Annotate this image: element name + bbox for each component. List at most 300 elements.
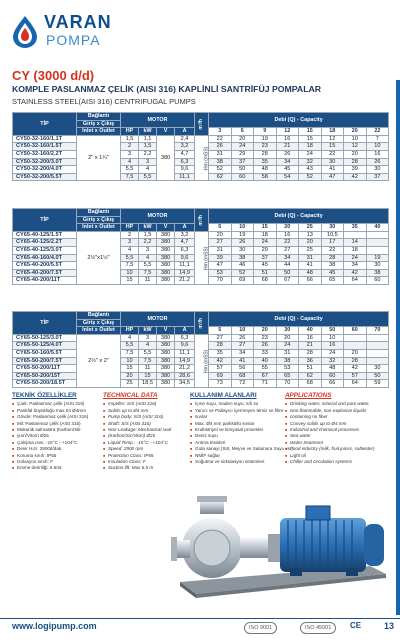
footer-line: [0, 618, 400, 619]
teknik-title: TEKNİK ÖZELLİKLER: [12, 392, 77, 399]
amp-value: 11,1: [175, 262, 195, 270]
model-name: CY65-50-200/15T: [13, 372, 77, 380]
side-accent-bar: [396, 80, 400, 615]
capacity-value: 15: [254, 224, 277, 232]
voltage-value: 380: [157, 357, 175, 365]
tech-list: [103, 401, 183, 471]
head-value: 53: [276, 365, 299, 373]
kw-value: 4: [139, 342, 157, 350]
capacity-value: 3: [209, 128, 232, 136]
head-value: 60: [231, 173, 254, 181]
voltage-value: 380: [157, 380, 175, 388]
head-value: 13: [299, 231, 322, 239]
hp-value: 7,5: [121, 173, 139, 181]
list-item: ■ Impeller: S/S (AISI 316): [103, 401, 183, 407]
head-value: 37: [366, 173, 389, 181]
head-value: 55: [254, 365, 277, 373]
list-item: ■ (Karbon/Sic/Viton) Ø25: [103, 433, 183, 439]
head-value: 47: [321, 173, 344, 181]
head-value: 24: [321, 349, 344, 357]
head-value: 26: [254, 342, 277, 350]
head-value: 32: [321, 357, 344, 365]
header-m3h-label: m³/h: [198, 214, 205, 226]
head-value: 67: [254, 372, 277, 380]
list-item: ■ Deniz suyu: [190, 433, 280, 439]
table-row: [13, 231, 389, 239]
head-value: 20: [276, 334, 299, 342]
head-value: 18: [254, 231, 277, 239]
model-name: CY50-32-160/1.1T: [13, 135, 77, 143]
voltage-value: 380: [157, 231, 175, 239]
header-v: V: [157, 224, 175, 232]
amp-value: 3,2: [175, 143, 195, 151]
head-value: [366, 342, 389, 350]
head-value: 37: [231, 158, 254, 166]
head-value: 39: [344, 166, 367, 174]
kullanim-list: [190, 401, 293, 465]
pump-illustration: [170, 482, 392, 600]
spec-table-2: [12, 208, 389, 285]
voltage-value: 380: [157, 239, 175, 247]
head-value: [366, 357, 389, 365]
header-tip: TİP: [13, 312, 77, 335]
capacity-value: 12: [276, 128, 299, 136]
head-value: 27: [276, 246, 299, 254]
head-value: 17: [321, 239, 344, 247]
capacity-value: 10: [231, 327, 254, 335]
amp-value: 2,4: [175, 135, 195, 143]
head-value: 46: [231, 262, 254, 270]
list-item: ■ Speed: 2900 rpm: [103, 446, 183, 452]
head-value: 16: [276, 135, 299, 143]
header-kw: kW: [139, 224, 157, 232]
list-item: ■ Chiller and circulation systems: [285, 459, 390, 465]
header-m3h-label: m³/h: [198, 317, 205, 329]
connection-size: 2" x 1¼": [77, 135, 121, 181]
hp-value: 4: [121, 246, 139, 254]
head-value: 48: [321, 365, 344, 373]
head-value: [344, 342, 367, 350]
voltage-value: 380: [157, 365, 175, 373]
head-value: 40: [254, 357, 277, 365]
head-value: 42: [209, 357, 232, 365]
head-value: 27: [209, 239, 232, 247]
brand-name: VARAN: [44, 12, 112, 32]
header-debi: Debi (Q) - Capacity: [209, 312, 389, 327]
header-inlet-outlet: Inlet x Outlet: [77, 224, 121, 232]
capacity-value: 25: [299, 224, 322, 232]
head-value: 15: [299, 135, 322, 143]
table-row: [13, 135, 389, 143]
head-value: 48: [299, 269, 322, 277]
head-value: 42: [344, 365, 367, 373]
technical-data: [103, 393, 183, 472]
head-value: 30: [366, 166, 389, 174]
header-a: A: [175, 224, 195, 232]
hm-label: [195, 135, 209, 181]
hp-value: 5,5: [121, 342, 139, 350]
head-value: [366, 334, 389, 342]
list-item: ■ Suction lift: Max 6.5 m: [103, 465, 183, 471]
head-value: 27: [209, 334, 232, 342]
kw-value: 1,5: [139, 143, 157, 151]
kw-value: 3: [139, 334, 157, 342]
head-value: 53: [209, 269, 232, 277]
list-item: ■ İçme suyu, maden suyu, sıfı su: [190, 401, 280, 407]
head-value: 23: [254, 143, 277, 151]
amp-value: 14,9: [175, 357, 195, 365]
hp-value: 3: [121, 239, 139, 247]
hp-value: 20: [121, 372, 139, 380]
head-value: 56: [231, 365, 254, 373]
list-item: ■ Pankfal büyüklüğü max.04 Ø4mm: [12, 408, 97, 414]
header-hp: HP: [121, 327, 139, 335]
kullanim-alanlari: [190, 392, 293, 465]
head-value: 20: [209, 231, 232, 239]
amp-value: 9,6: [175, 254, 195, 262]
page-subtitle: KOMPLE PASLANMAZ ÇELİK (AISI 316) KAPLİNLİ SANTRİFÜJ POMPALAR: [12, 84, 322, 94]
header-motor: MOTOR: [121, 312, 195, 327]
amp-value: 34,5: [175, 380, 195, 388]
list-item: ■ İzolasyon sınıfı: F: [12, 459, 97, 465]
head-value: 15: [321, 143, 344, 151]
list-item: ■ Insulation Class: F: [103, 459, 183, 465]
head-value: 20: [344, 349, 367, 357]
teknik-ozellikler: [12, 393, 97, 472]
kw-value: 5,5: [139, 173, 157, 181]
header-inlet-outlet: Inlet x Outlet: [77, 128, 121, 136]
head-value: 38: [321, 262, 344, 270]
head-value: 36: [299, 357, 322, 365]
footer-url[interactable]: www.logipump.com: [12, 621, 97, 631]
hm-label: [195, 334, 209, 387]
head-value: 18: [299, 143, 322, 151]
capacity-value: 18: [321, 128, 344, 136]
head-value: 12: [344, 143, 367, 151]
model-name: CY65-40-125/3.0T: [13, 246, 77, 254]
head-value: 60: [366, 277, 389, 285]
model-name: CY50-32-200/5.5T: [13, 173, 77, 181]
head-value: 30: [366, 365, 389, 373]
list-item: ■ Emme derinliği: 6.5mt.: [12, 465, 97, 471]
head-value: 39: [209, 254, 232, 262]
model-name: CY50-32-160/1.5T: [13, 143, 77, 151]
model-name: CY65-50-200/18.5T: [13, 380, 77, 388]
head-value: 32: [299, 158, 322, 166]
head-value: 42: [344, 173, 367, 181]
spec-table-3: [12, 311, 389, 388]
table-row: [13, 334, 389, 342]
kw-value: 3: [139, 158, 157, 166]
kw-value: 5,5: [139, 262, 157, 270]
model-name: CY65-40-200/7.5T: [13, 269, 77, 277]
capacity-value: 20: [344, 128, 367, 136]
head-value: 26: [276, 150, 299, 158]
capacity-value: 5: [209, 327, 232, 335]
list-item: ■ Mekanik salmastra (Karbon/Sili-: [12, 427, 97, 433]
list-item: ■ Pump body: S/S (AISI 316): [103, 414, 183, 420]
header-m3h: [195, 113, 209, 136]
hm-label: [195, 231, 209, 284]
header-inlet-outlet: Inlet x Outlet: [77, 327, 121, 335]
hp-value: 2: [121, 231, 139, 239]
capacity-value: 10: [231, 224, 254, 232]
head-value: 28: [321, 254, 344, 262]
list-item: ■ Non-Leakage: Mechanical seal: [103, 427, 183, 433]
head-value: 38: [209, 158, 232, 166]
head-value: 28: [254, 150, 277, 158]
hp-value: 5,5: [121, 254, 139, 262]
head-value: 47: [209, 262, 232, 270]
hp-value: 15: [121, 365, 139, 373]
head-value: 19: [366, 254, 389, 262]
hm-label-text: Hm (mSS): [203, 246, 210, 270]
page-title: CY (3000 d/d): [12, 68, 95, 83]
head-value: 41: [299, 262, 322, 270]
list-item: ■ Gıda sanayi (Süt, Meyve ve Salamura Suyu vs.): [190, 446, 280, 452]
hp-value: 25: [121, 380, 139, 388]
header-giris-cikis: Giriş x Çıkış: [77, 319, 121, 327]
head-value: 38: [231, 254, 254, 262]
header-motor: MOTOR: [121, 113, 195, 128]
head-value: 60: [321, 372, 344, 380]
kw-value: 4: [139, 166, 157, 174]
head-value: 35: [209, 349, 232, 357]
head-value: 26: [366, 158, 389, 166]
voltage-value: 380: [157, 246, 175, 254]
list-item: ■ containing no fiber: [285, 414, 390, 420]
model-name: CY65-50-200/7.5T: [13, 357, 77, 365]
brand-logo: [10, 8, 130, 52]
amp-value: 11,1: [175, 173, 195, 181]
iso45001-badge: ISO 45001: [300, 622, 336, 634]
head-value: 65: [321, 277, 344, 285]
kw-value: 7,5: [139, 357, 157, 365]
head-value: 45: [321, 269, 344, 277]
list-item: ■ Gövde: Paslanmaz çelik (AISI 316): [12, 414, 97, 420]
head-value: [366, 349, 389, 357]
capacity-value: 6: [231, 128, 254, 136]
model-name: CY65-40-200/11T: [13, 277, 77, 285]
head-value: 26: [231, 334, 254, 342]
amp-value: 11,1: [175, 349, 195, 357]
header-baglanti: Bağlantı: [77, 209, 121, 217]
head-value: 10: [344, 135, 367, 143]
app-list: [285, 401, 390, 465]
list-item: ■ sıvılar: [190, 414, 280, 420]
kw-value: 1,5: [139, 231, 157, 239]
head-value: 30: [366, 262, 389, 270]
connection-size: 2½"x1½": [77, 231, 121, 284]
voltage-value: 380: [157, 262, 175, 270]
head-value: 16: [366, 150, 389, 158]
header-m3h: [195, 209, 209, 232]
head-value: [344, 334, 367, 342]
list-item: ■ Koruma sınıfı: IP55: [12, 453, 97, 459]
header-baglanti: Bağlantı: [77, 113, 121, 121]
connection-size: 2½" x 2": [77, 334, 121, 387]
head-value: 22: [276, 239, 299, 247]
head-value: 16: [276, 231, 299, 239]
amp-value: 4,7: [175, 239, 195, 247]
head-value: 28: [299, 349, 322, 357]
list-item: ■ Arıtma tesisleri: [190, 440, 280, 446]
head-value: 58: [254, 173, 277, 181]
model-name: CY65-50-125/3.0T: [13, 334, 77, 342]
head-value: 52: [209, 166, 232, 174]
head-value: 24: [254, 239, 277, 247]
head-value: 57: [344, 372, 367, 380]
head-value: 27: [231, 342, 254, 350]
hp-value: 15: [121, 277, 139, 285]
head-value: 65: [276, 372, 299, 380]
header-kw: kW: [139, 128, 157, 136]
model-name: CY50-32-160/2.2T: [13, 150, 77, 158]
head-value: 52: [231, 269, 254, 277]
head-value: 51: [299, 365, 322, 373]
head-value: 50: [231, 166, 254, 174]
hp-value: 10: [121, 357, 139, 365]
header-v: V: [157, 128, 175, 136]
head-value: 23: [254, 334, 277, 342]
kw-value: 11: [139, 277, 157, 285]
head-value: 29: [231, 150, 254, 158]
capacity-value: 9: [254, 128, 277, 136]
head-value: 45: [254, 262, 277, 270]
voltage-value: 380: [157, 334, 175, 342]
capacity-value: 35: [344, 224, 367, 232]
model-name: CY65-50-200/11T: [13, 365, 77, 373]
head-value: 16: [321, 342, 344, 350]
list-item: ■ Solids up to Ø4 mm: [103, 408, 183, 414]
amp-value: 28,6: [175, 372, 195, 380]
head-value: 50: [366, 372, 389, 380]
hp-value: 10: [121, 269, 139, 277]
head-value: 52: [299, 173, 322, 181]
head-value: 14: [344, 239, 367, 247]
iso9001-badge: ISO 9001: [244, 622, 277, 634]
capacity-value: 50: [321, 327, 344, 335]
head-value: 45: [276, 166, 299, 174]
header-a: A: [175, 327, 195, 335]
head-value: [366, 246, 389, 254]
head-value: 70: [209, 277, 232, 285]
header-debi: Debi (Q) - Capacity: [209, 113, 389, 128]
model-name: CY65-50-125/4.0T: [13, 342, 77, 350]
head-value: 16: [299, 334, 322, 342]
model-name: CY65-40-160/4.0T: [13, 254, 77, 262]
head-value: 24: [344, 254, 367, 262]
capacity-value: 40: [299, 327, 322, 335]
head-value: 44: [276, 262, 299, 270]
model-name: CY65-50-160/5.5T: [13, 349, 77, 357]
voltage-value: 380: [157, 372, 175, 380]
kw-value: 2,2: [139, 239, 157, 247]
amp-value: 9,6: [175, 166, 195, 174]
amp-value: 21,2: [175, 365, 195, 373]
head-value: 10: [321, 334, 344, 342]
app-title: APPLICATIONS: [285, 392, 332, 399]
head-value: 20: [299, 239, 322, 247]
head-value: 28: [344, 158, 367, 166]
head-value: [344, 231, 367, 239]
header-v: V: [157, 327, 175, 335]
hp-value: 3: [121, 150, 139, 158]
list-item: ■ Industrial and chemical processes: [285, 427, 390, 433]
head-value: 59: [366, 380, 389, 388]
head-value: 62: [299, 372, 322, 380]
header-hp: HP: [121, 224, 139, 232]
list-item: ■ Shaft: S/S (AISI 316): [103, 421, 183, 427]
header-kw: kW: [139, 327, 157, 335]
head-value: 38: [366, 269, 389, 277]
page-number: 13: [383, 621, 394, 631]
hp-value: 5,5: [121, 166, 139, 174]
head-value: 31: [299, 254, 322, 262]
list-item: ■ Endüstriyel ve kimyasal prosesler: [190, 427, 280, 433]
head-value: 34: [231, 349, 254, 357]
capacity-value: 60: [344, 327, 367, 335]
list-item: ■ Water treatment: [285, 440, 390, 446]
amp-value: 9,6: [175, 342, 195, 350]
head-value: 19: [254, 135, 277, 143]
spec-table-1: [12, 112, 389, 181]
list-item: ■ Max. Ø4 mm parkküllü sıvılar: [190, 421, 280, 427]
voltage-value: 380: [157, 349, 175, 357]
head-value: 31: [276, 349, 299, 357]
list-item: ■ yum/Viton) Ø25: [12, 433, 97, 439]
head-value: 71: [254, 380, 277, 388]
kw-value: 4: [139, 254, 157, 262]
list-item: ■ Sea water: [285, 433, 390, 439]
header-m3h: [195, 312, 209, 335]
header-debi: Debi (Q) - Capacity: [209, 209, 389, 224]
list-item: ■ Yanıcı ve Patlayıcı içermeyen temiz ve filtre: [190, 408, 280, 414]
head-value: 35: [254, 158, 277, 166]
amp-value: 4,7: [175, 150, 195, 158]
capacity-value: 70: [366, 327, 389, 335]
head-value: 12: [321, 135, 344, 143]
head-value: 10: [366, 143, 389, 151]
hp-value: 2: [121, 143, 139, 151]
head-value: [366, 231, 389, 239]
capacity-value: 15: [299, 128, 322, 136]
list-item: ■ Drinking water, mineral and pure water,: [285, 401, 390, 407]
head-value: 57: [209, 365, 232, 373]
head-value: 64: [344, 380, 367, 388]
head-value: 25: [299, 246, 322, 254]
kw-value: 11: [139, 365, 157, 373]
amp-value: 6,3: [175, 158, 195, 166]
head-value: 67: [276, 277, 299, 285]
model-name: CY65-40-125/2.2T: [13, 239, 77, 247]
list-item: ■ Food industry (milk, fruit juices, saltwater): [285, 446, 390, 452]
head-value: 24: [231, 143, 254, 151]
head-value: 68: [254, 277, 277, 285]
head-value: 66: [299, 277, 322, 285]
ce-mark-icon: CE: [350, 621, 362, 630]
capacity-value: 20: [254, 327, 277, 335]
capacity-value: 40: [366, 224, 389, 232]
head-value: 69: [209, 372, 232, 380]
teknik-list: [12, 401, 97, 471]
head-value: 66: [321, 380, 344, 388]
amp-value: 14,9: [175, 269, 195, 277]
hp-value: 7,5: [121, 262, 139, 270]
voltage-value: 380: [157, 254, 175, 262]
list-item: ■ Mil: Paslanmaz çelik (AISI 316): [12, 421, 97, 427]
hp-value: 4: [121, 158, 139, 166]
